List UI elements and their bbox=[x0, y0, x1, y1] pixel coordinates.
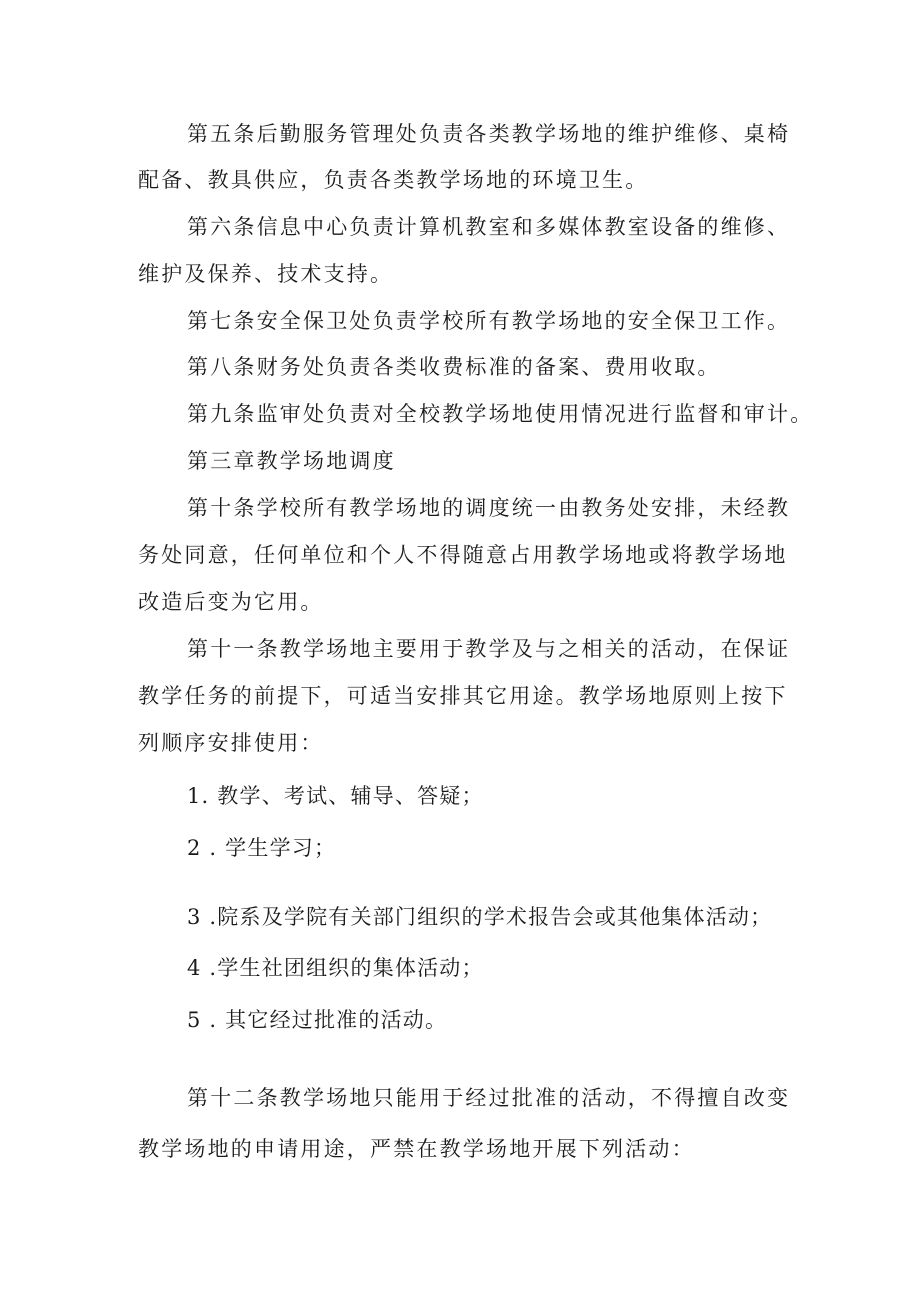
list-item-2: 2 . 学生学习； bbox=[187, 836, 337, 860]
list-item-5: 5 . 其它经过批准的活动。 bbox=[187, 1008, 448, 1032]
article-11-line-3: 列顺序安排使用： bbox=[138, 731, 324, 755]
article-5-line-1: 第五条后勤服务管理处负责各类教学场地的维护维修、桌椅 bbox=[187, 122, 791, 146]
list-item-4: 4 .学生社团组织的集体活动； bbox=[187, 956, 484, 980]
article-6-line-1: 第六条信息中心负责计算机教室和多媒体教室设备的维修、 bbox=[187, 215, 791, 239]
article-5-line-2: 配备、教具供应，负责各类教学场地的环境卫生。 bbox=[138, 168, 649, 192]
article-7: 第七条安全保卫处负责学校所有教学场地的安全保卫工作。 bbox=[187, 309, 791, 333]
article-10-line-1: 第十条学校所有教学场地的调度统一由教务处安排，未经教 bbox=[187, 496, 791, 520]
article-8: 第八条财务处负责各类收费标准的备案、费用收取。 bbox=[187, 355, 721, 379]
chapter-3-heading: 第三章教学场地调度 bbox=[187, 449, 396, 473]
article-11-line-1: 第十一条教学场地主要用于教学及与之相关的活动，在保证 bbox=[187, 637, 791, 661]
article-12-line-2: 教学场地的申请用途，严禁在教学场地开展下列活动： bbox=[138, 1137, 695, 1161]
article-10-line-3: 改造后变为它用。 bbox=[138, 590, 324, 614]
list-item-1: 1. 教学、考试、辅导、答疑； bbox=[187, 784, 484, 808]
article-10-line-2: 务处同意，任何单位和个人不得随意占用教学场地或将教学场地 bbox=[138, 543, 788, 567]
article-9: 第九条监审处负责对全校教学场地使用情况进行监督和审计。 bbox=[187, 402, 814, 426]
list-item-3: 3 .院系及学院有关部门组织的学术报告会或其他集体活动； bbox=[187, 905, 773, 929]
article-6-line-2: 维护及保养、技术支持。 bbox=[138, 262, 394, 286]
article-11-line-2: 教学任务的前提下，可适当安排其它用途。教学场地原则上按下 bbox=[138, 684, 788, 708]
article-12-line-1: 第十二条教学场地只能用于经过批准的活动，不得擅自改变 bbox=[187, 1086, 791, 1110]
